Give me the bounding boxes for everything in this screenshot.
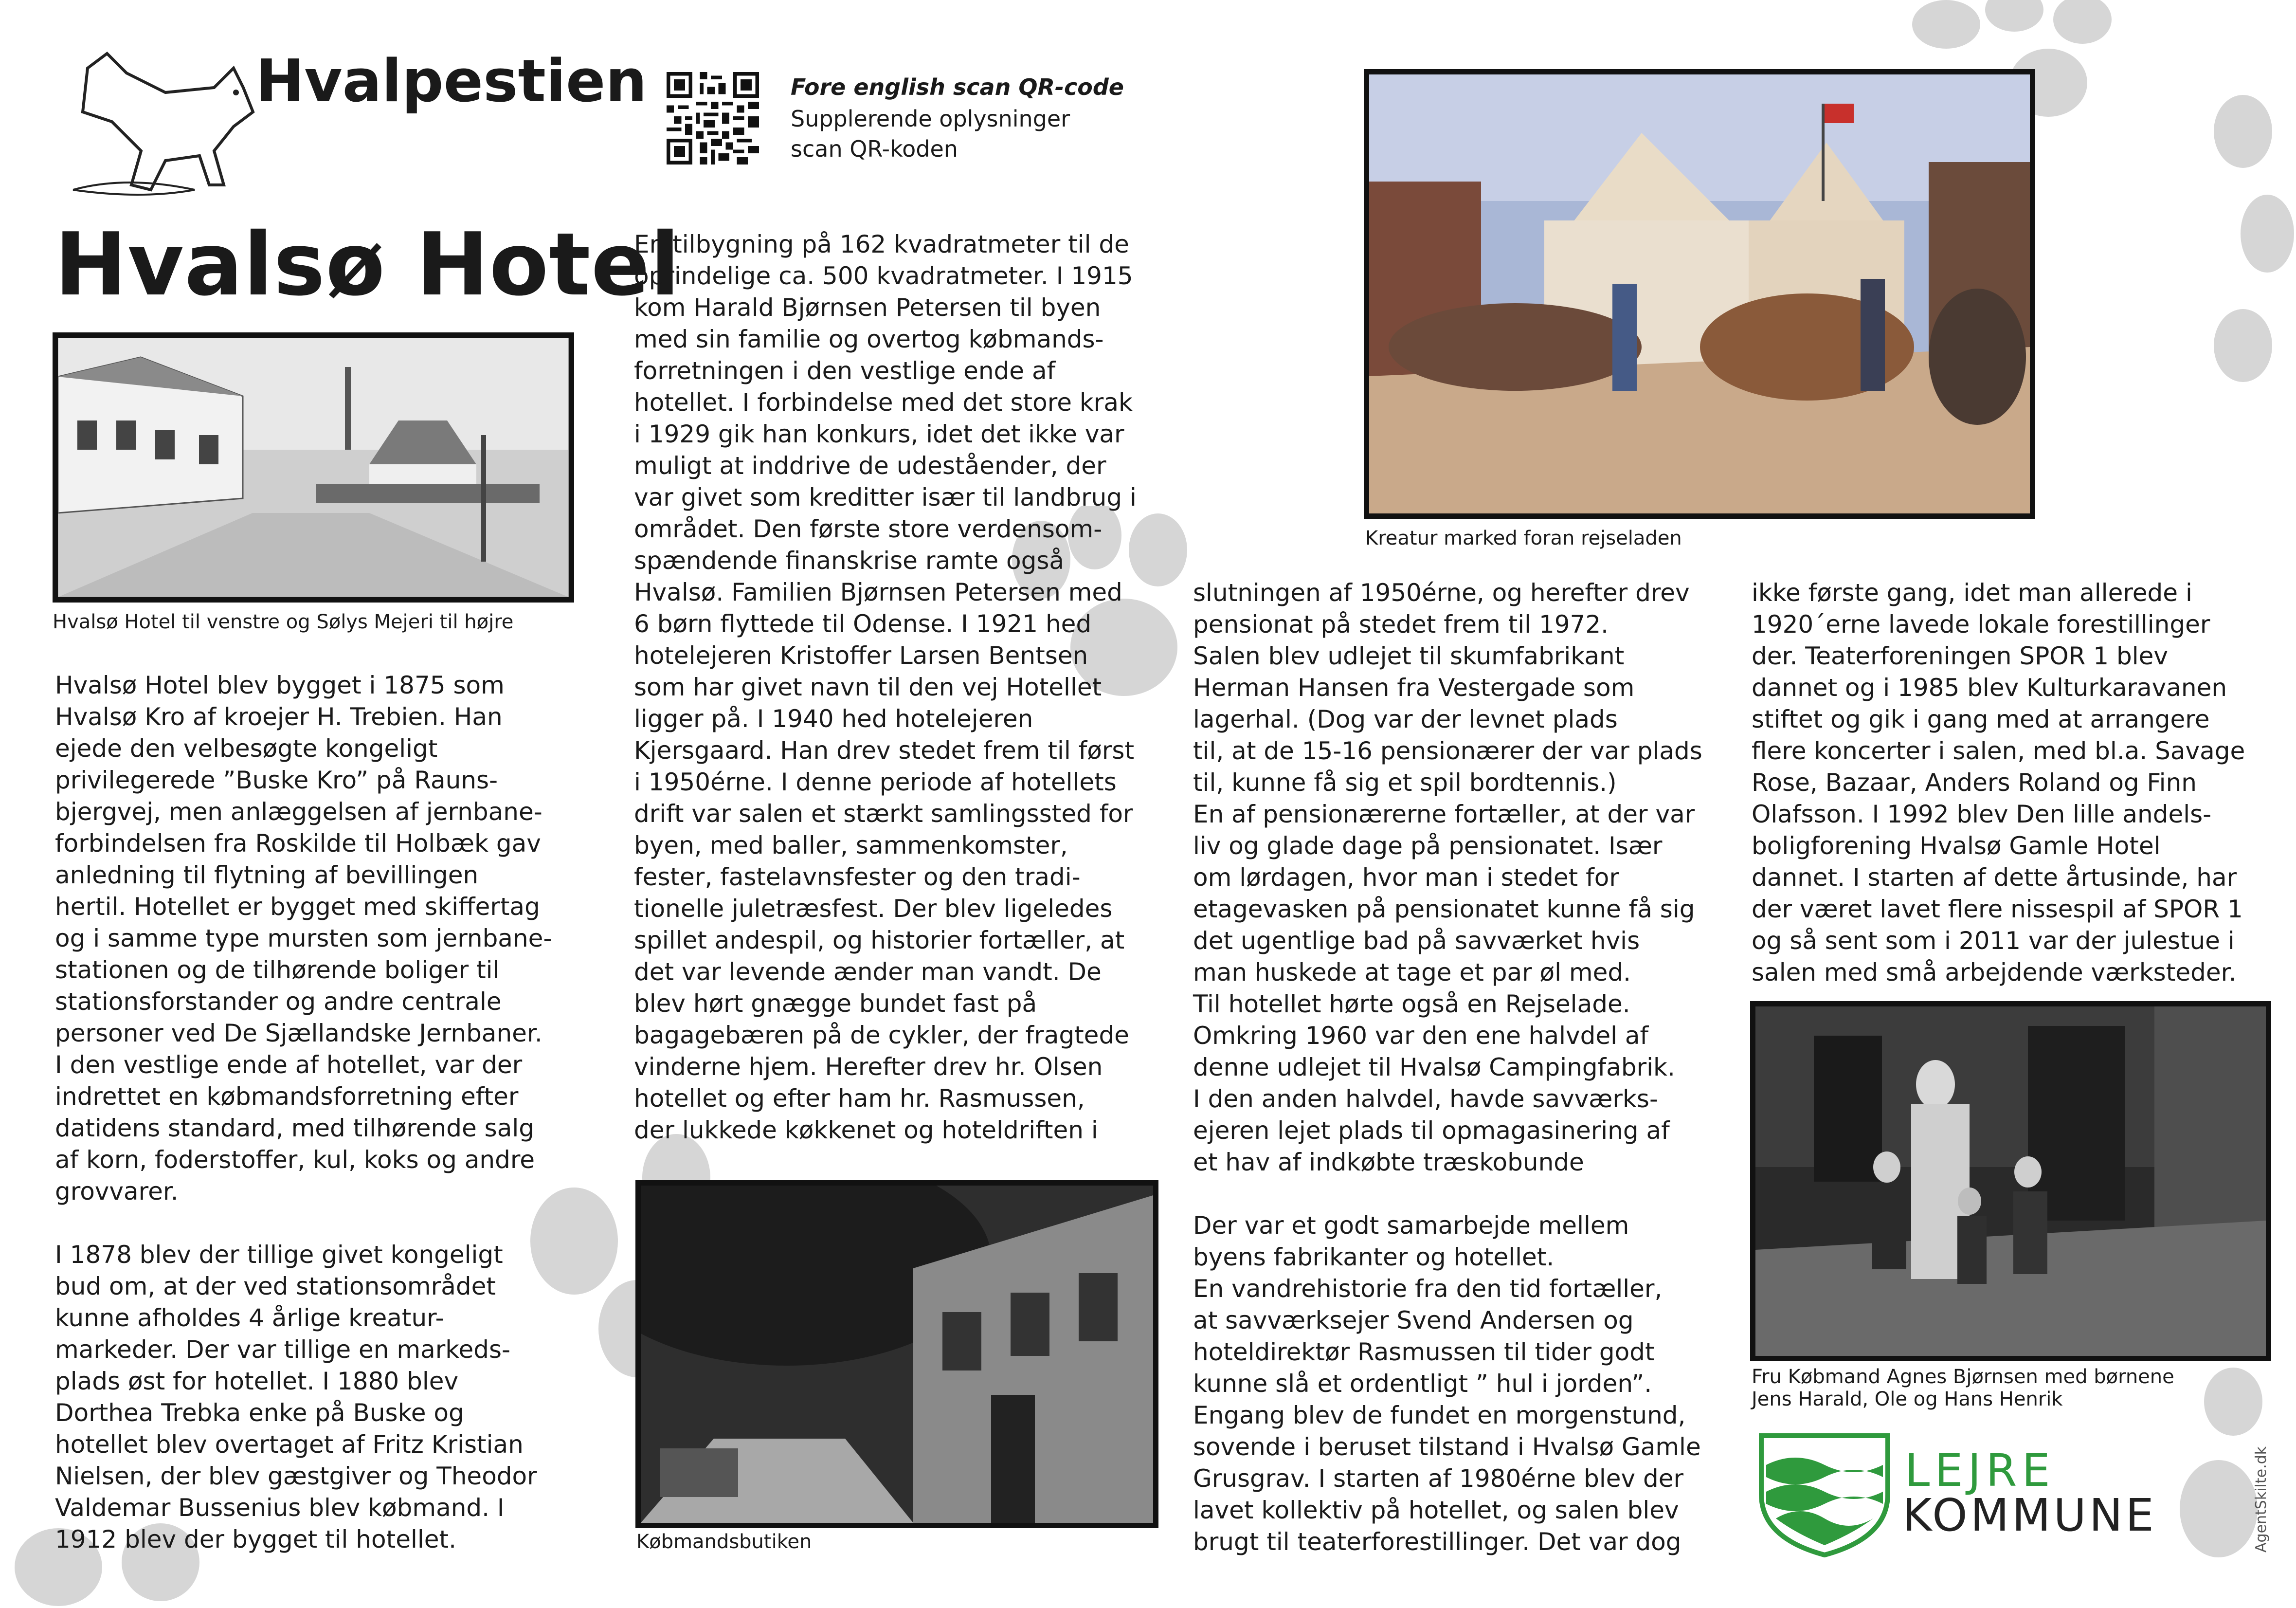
qr-danish-label: Supplerende oplysninger scan QR-koden [791, 106, 1070, 162]
shop-photo-caption: Købmandsbutiken [636, 1531, 812, 1553]
municipality-name-line2: KOMMUNE [1902, 1489, 2157, 1541]
paragraph: I 1878 blev der tillige givet kongeligt bud om, at der ved stationsområdet kunne afholdes 4 årlige kreatur- markeder. Der var tillige en markeds- plads øst for hotellet. I 1880 blev Dorthea Trebka enke på Buske og hotellet blev overtaget af Fritz Kristian Nielsen, der blev gæstgiver og Theodor Valdemar Bussenius blev købmand. I 1912 blev der bygget til hotellet. [55, 1241, 537, 1553]
shop-photo [635, 1180, 1158, 1528]
paw-print-decoration [2180, 73, 2296, 414]
paragraph: Der var et godt samarbejde mellem byens fabrikanter og hotellet. En vandrehistorie fra den tid fortæller, at savværksejer Svend Andersen og hoteldirektør Rasmussen til tider godt kunne slå et ordentligt ” hul i jorden”. Engang blev de fundet en morgenstund, sovende i beruset tilstand i Hvalsø Gamle Grusgrav. I starten af 1980érne blev der lavet kollektiv på hotellet, og salen blev brugt til teaterforestillinger. Det var dog [1193, 1211, 1701, 1556]
lejre-shield-icon [1756, 1431, 1893, 1557]
paw-print-decoration [2160, 1363, 2296, 1606]
family-photo-caption: Fru Købmand Agnes Bjørnsen med børnene Jens Harald, Ole og Hans Henrik [1752, 1366, 2174, 1410]
qr-english-label: Fore english scan QR-code [791, 74, 1124, 100]
trail-name: Hvalpestien [255, 48, 647, 115]
hotel-photo-caption: Hvalsø Hotel til venstre og Sølys Mejeri til højre [53, 611, 514, 633]
cattle-market-caption: Kreatur marked foran rejseladen [1365, 527, 1682, 549]
paragraph: En tilbygning på 162 kvadratmeter til de oprindelige ca. 500 kvadratmeter. I 1915 kom Harald Bjørnsen Petersen til byen med sin familie og overtog købmands- forretningen i den vestlige ende af hotellet. I forbindelse med det store krak i 1929 gik han konkurs, idet det ikke var muligt at inddrive de udeståender, der var givet som kreditter især til landbrug i området. Den første store verdensom- spændende finanskrise ramte også Hvalsø. Familien Bjørnsen Petersen med 6 børn flyttede til Odense. I 1921 hed hotelejeren Kristoffer Larsen Bentsen som har givet navn til den vej Hotellet ligger på. I 1940 hed hotelejeren Kjersgaard. Han drev stedet frem til først i 1950érne. I denne periode af hotellets drift var salen et stærkt samlingssted for byen, med baller, sammenkomster, fester, fastelavnsfester og den tradi- tionelle juletræsfest. Der blev ligeledes spillet andespil, og historier fortæller, at det var levende ænder man vandt. De blev hørt gnægge bundet fast på bagagebæren på de cykler, der fragtede vinderne hjem. Herefter drev hr. Olsen hotellet og efter ham hr. Rasmussen, der lukkede køkkenet og hoteldriften i [634, 230, 1137, 1144]
family-photo [1750, 1001, 2271, 1361]
municipality-name-line1: LEJRE [1905, 1444, 2055, 1497]
fox-logo-icon [68, 39, 272, 200]
text-column-4 [1752, 577, 2287, 988]
text-column-2 [634, 229, 1174, 1146]
cattle-market-painting [1364, 69, 2035, 519]
paragraph: Hvalsø Hotel blev bygget i 1875 som Hvalsø Kro af kroejer H. Trebien. Han ejede den velbesøgte kongeligt privilegerede ”Buske Kro” på Rauns- bjergvej, men anlæggelsen af jernbane- forbindelsen fra Roskilde til Holbæk gav anledning til flytning af bevillingen hertil. Hotellet er bygget med skiffertag og i samme type mursten som jernbane- stationen og de tilhørende boliger til stationsforstander og andre centrale personer ved De Sjællandske Jernbaner. I den vestlige ende af hotellet, var der indrettet en købmandsforretning efter datidens standard, med tilhørende salg af korn, foderstoffer, kul, koks og andre grovvarer. [55, 671, 552, 1206]
paragraph: slutningen af 1950érne, og herefter drev pensionat på stedet frem til 1972. Salen blev udlejet til skumfabrikant Herman Hansen fra Vestergade som lagerhal. (Dog var der levnet plads til, at de 15-16 pensionærer der var plads til, kunne få sig et spil bordtennis.) En af pensionærerne fortæller, at der var liv og glade dage på pensionatet. Især om lørdagen, hvor man i stedet for etagevasken på pensionatet kunne få sig det ugentlige bad på savværket hvis man huskede at tage et par øl med. Til hotellet hørte også en Rejselade. Omkring 1960 var den ene halvdel af denne udlejet til Hvalsø Campingfabrik. I den anden halvdel, havde savværks- ejeren lejet plads til opmagasinering af et hav af indkøbte træskobunde [1193, 579, 1702, 1176]
sign-maker-credit: AgentSkilte.dk [2253, 1446, 2270, 1553]
page-title: Hvalsø Hotel [54, 214, 681, 315]
qr-code-icon[interactable] [667, 72, 759, 164]
paragraph: ikke første gang, idet man allerede i 1920´erne lavede lokale forestillinger der. Teaterforeningen SPOR 1 blev dannet og i 1985 blev Kulturkaravanen stiftet og gik i gang med at arrangere flere koncerter i salen, med bl.a. Savage Rose, Bazaar, Anders Roland og Finn Olafsson. I 1992 blev Den lille andels- boligforening Hvalsø Gamle Hotel dannet. I starten af dette årtusinde, har der været lavet flere nissespil af SPOR 1 og så sent som i 2011 var der julestue i salen med små arbejdende værksteder. [1752, 579, 2245, 987]
text-column-3 [1193, 577, 1738, 1558]
text-column-1 [55, 670, 585, 1555]
hotel-photo [53, 332, 574, 603]
